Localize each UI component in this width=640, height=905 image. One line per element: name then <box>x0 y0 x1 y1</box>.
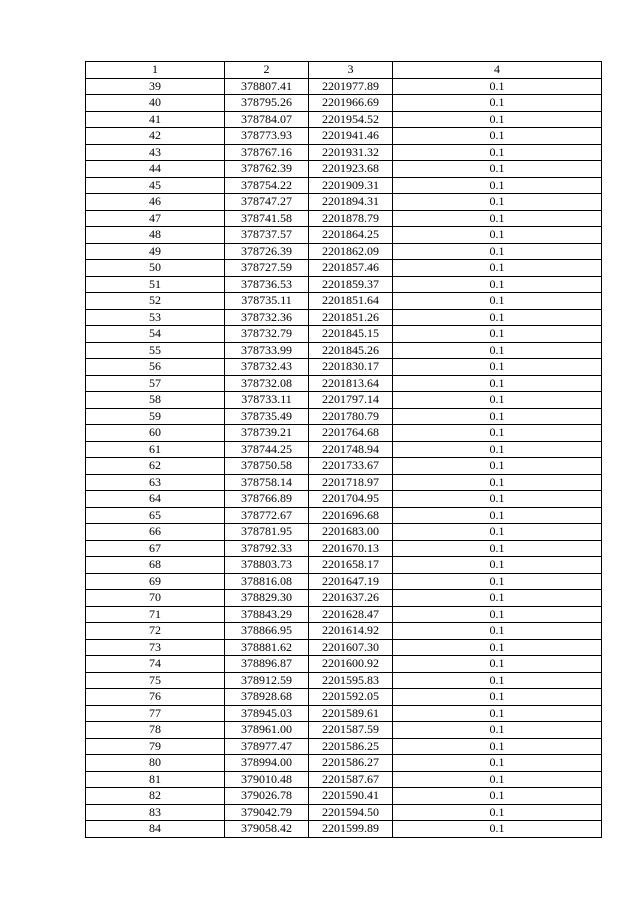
accuracy-cell: 0.1 <box>393 128 602 145</box>
y-coordinate-cell: 2201670.13 <box>309 540 393 557</box>
coordinates-table <box>85 61 602 838</box>
x-coordinate-cell: 378994.00 <box>225 755 309 772</box>
y-coordinate-cell: 2201857.46 <box>309 260 393 277</box>
x-coordinate-cell: 378816.08 <box>225 573 309 590</box>
table-row <box>86 375 602 392</box>
y-coordinate-cell: 2201845.15 <box>309 326 393 343</box>
y-coordinate-cell: 2201931.32 <box>309 144 393 161</box>
x-coordinate-cell: 378945.03 <box>225 705 309 722</box>
accuracy-cell: 0.1 <box>393 177 602 194</box>
table-row <box>86 705 602 722</box>
x-coordinate-cell: 378792.33 <box>225 540 309 557</box>
x-coordinate-cell: 378732.43 <box>225 359 309 376</box>
accuracy-cell: 0.1 <box>393 260 602 277</box>
accuracy-cell: 0.1 <box>393 689 602 706</box>
y-coordinate-cell: 2201733.67 <box>309 458 393 475</box>
accuracy-cell: 0.1 <box>393 458 602 475</box>
point-number-cell: 71 <box>86 606 225 623</box>
point-number-cell: 82 <box>86 788 225 805</box>
y-coordinate-cell: 2201845.26 <box>309 342 393 359</box>
x-coordinate-cell: 378912.59 <box>225 672 309 689</box>
x-coordinate-cell: 378762.39 <box>225 161 309 178</box>
y-coordinate-cell: 2201590.41 <box>309 788 393 805</box>
y-coordinate-cell: 2201589.61 <box>309 705 393 722</box>
table-row <box>86 210 602 227</box>
x-coordinate-cell: 378781.95 <box>225 524 309 541</box>
accuracy-cell: 0.1 <box>393 441 602 458</box>
point-number-cell: 79 <box>86 738 225 755</box>
x-coordinate-cell: 378741.58 <box>225 210 309 227</box>
point-number-cell: 62 <box>86 458 225 475</box>
y-coordinate-cell: 2201658.17 <box>309 557 393 574</box>
y-coordinate-cell: 2201813.64 <box>309 375 393 392</box>
y-coordinate-cell: 2201628.47 <box>309 606 393 623</box>
point-number-cell: 52 <box>86 293 225 310</box>
y-coordinate-cell: 2201586.25 <box>309 738 393 755</box>
table-row <box>86 161 602 178</box>
y-coordinate-cell: 2201780.79 <box>309 408 393 425</box>
table-row <box>86 177 602 194</box>
y-coordinate-cell: 2201923.68 <box>309 161 393 178</box>
y-coordinate-cell: 2201718.97 <box>309 474 393 491</box>
y-coordinate-cell: 2201859.37 <box>309 276 393 293</box>
point-number-cell: 41 <box>86 111 225 128</box>
table-row <box>86 276 602 293</box>
accuracy-cell: 0.1 <box>393 788 602 805</box>
column-header-3: 3 <box>309 62 393 79</box>
y-coordinate-cell: 2201647.19 <box>309 573 393 590</box>
point-number-cell: 63 <box>86 474 225 491</box>
point-number-cell: 49 <box>86 243 225 260</box>
x-coordinate-cell: 378928.68 <box>225 689 309 706</box>
table-row <box>86 260 602 277</box>
point-number-cell: 60 <box>86 425 225 442</box>
y-coordinate-cell: 2201830.17 <box>309 359 393 376</box>
y-coordinate-cell: 2201954.52 <box>309 111 393 128</box>
x-coordinate-cell: 378737.57 <box>225 227 309 244</box>
x-coordinate-cell: 378735.49 <box>225 408 309 425</box>
y-coordinate-cell: 2201587.59 <box>309 722 393 739</box>
y-coordinate-cell: 2201614.92 <box>309 623 393 640</box>
x-coordinate-cell: 378843.29 <box>225 606 309 623</box>
table-row <box>86 392 602 409</box>
accuracy-cell: 0.1 <box>393 738 602 755</box>
point-number-cell: 75 <box>86 672 225 689</box>
point-number-cell: 70 <box>86 590 225 607</box>
table-body <box>86 78 602 837</box>
accuracy-cell: 0.1 <box>393 342 602 359</box>
table-row <box>86 557 602 574</box>
point-number-cell: 47 <box>86 210 225 227</box>
accuracy-cell: 0.1 <box>393 755 602 772</box>
point-number-cell: 43 <box>86 144 225 161</box>
point-number-cell: 39 <box>86 78 225 95</box>
accuracy-cell: 0.1 <box>393 705 602 722</box>
y-coordinate-cell: 2201587.67 <box>309 771 393 788</box>
point-number-cell: 61 <box>86 441 225 458</box>
table-row <box>86 128 602 145</box>
point-number-cell: 54 <box>86 326 225 343</box>
column-header-1: 1 <box>86 62 225 79</box>
table-row <box>86 821 602 838</box>
table-row <box>86 590 602 607</box>
point-number-cell: 40 <box>86 95 225 112</box>
accuracy-cell: 0.1 <box>393 95 602 112</box>
x-coordinate-cell: 378784.07 <box>225 111 309 128</box>
x-coordinate-cell: 378732.08 <box>225 375 309 392</box>
point-number-cell: 72 <box>86 623 225 640</box>
point-number-cell: 83 <box>86 804 225 821</box>
point-number-cell: 51 <box>86 276 225 293</box>
x-coordinate-cell: 378750.58 <box>225 458 309 475</box>
table-row <box>86 227 602 244</box>
y-coordinate-cell: 2201977.89 <box>309 78 393 95</box>
y-coordinate-cell: 2201595.83 <box>309 672 393 689</box>
point-number-cell: 77 <box>86 705 225 722</box>
point-number-cell: 57 <box>86 375 225 392</box>
x-coordinate-cell: 378807.41 <box>225 78 309 95</box>
point-number-cell: 68 <box>86 557 225 574</box>
point-number-cell: 58 <box>86 392 225 409</box>
point-number-cell: 65 <box>86 507 225 524</box>
accuracy-cell: 0.1 <box>393 821 602 838</box>
accuracy-cell: 0.1 <box>393 408 602 425</box>
x-coordinate-cell: 378758.14 <box>225 474 309 491</box>
accuracy-cell: 0.1 <box>393 359 602 376</box>
accuracy-cell: 0.1 <box>393 425 602 442</box>
table-row <box>86 606 602 623</box>
table-row <box>86 194 602 211</box>
point-number-cell: 55 <box>86 342 225 359</box>
accuracy-cell: 0.1 <box>393 590 602 607</box>
y-coordinate-cell: 2201862.09 <box>309 243 393 260</box>
accuracy-cell: 0.1 <box>393 656 602 673</box>
table-row <box>86 804 602 821</box>
table-row <box>86 540 602 557</box>
table-row <box>86 623 602 640</box>
point-number-cell: 50 <box>86 260 225 277</box>
point-number-cell: 76 <box>86 689 225 706</box>
y-coordinate-cell: 2201764.68 <box>309 425 393 442</box>
y-coordinate-cell: 2201696.68 <box>309 507 393 524</box>
table-row <box>86 474 602 491</box>
point-number-cell: 73 <box>86 639 225 656</box>
y-coordinate-cell: 2201894.31 <box>309 194 393 211</box>
table-row <box>86 95 602 112</box>
point-number-cell: 46 <box>86 194 225 211</box>
table-row <box>86 672 602 689</box>
point-number-cell: 67 <box>86 540 225 557</box>
x-coordinate-cell: 378739.21 <box>225 425 309 442</box>
x-coordinate-cell: 378896.87 <box>225 656 309 673</box>
y-coordinate-cell: 2201797.14 <box>309 392 393 409</box>
point-number-cell: 44 <box>86 161 225 178</box>
point-number-cell: 59 <box>86 408 225 425</box>
x-coordinate-cell: 378732.79 <box>225 326 309 343</box>
table-row <box>86 755 602 772</box>
table-row <box>86 309 602 326</box>
x-coordinate-cell: 378733.11 <box>225 392 309 409</box>
y-coordinate-cell: 2201594.50 <box>309 804 393 821</box>
accuracy-cell: 0.1 <box>393 375 602 392</box>
accuracy-cell: 0.1 <box>393 78 602 95</box>
x-coordinate-cell: 378866.95 <box>225 623 309 640</box>
accuracy-cell: 0.1 <box>393 507 602 524</box>
table-row <box>86 408 602 425</box>
point-number-cell: 69 <box>86 573 225 590</box>
y-coordinate-cell: 2201878.79 <box>309 210 393 227</box>
x-coordinate-cell: 378735.11 <box>225 293 309 310</box>
point-number-cell: 53 <box>86 309 225 326</box>
x-coordinate-cell: 378977.47 <box>225 738 309 755</box>
x-coordinate-cell: 378881.62 <box>225 639 309 656</box>
table-row <box>86 491 602 508</box>
table-row <box>86 111 602 128</box>
x-coordinate-cell: 378736.53 <box>225 276 309 293</box>
table-row <box>86 326 602 343</box>
x-coordinate-cell: 378747.27 <box>225 194 309 211</box>
accuracy-cell: 0.1 <box>393 540 602 557</box>
x-coordinate-cell: 379010.48 <box>225 771 309 788</box>
accuracy-cell: 0.1 <box>393 210 602 227</box>
y-coordinate-cell: 2201592.05 <box>309 689 393 706</box>
x-coordinate-cell: 378726.39 <box>225 243 309 260</box>
y-coordinate-cell: 2201851.26 <box>309 309 393 326</box>
accuracy-cell: 0.1 <box>393 161 602 178</box>
y-coordinate-cell: 2201600.92 <box>309 656 393 673</box>
point-number-cell: 64 <box>86 491 225 508</box>
x-coordinate-cell: 379042.79 <box>225 804 309 821</box>
x-coordinate-cell: 378732.36 <box>225 309 309 326</box>
table-row <box>86 144 602 161</box>
point-number-cell: 84 <box>86 821 225 838</box>
accuracy-cell: 0.1 <box>393 771 602 788</box>
x-coordinate-cell: 378766.89 <box>225 491 309 508</box>
table-row <box>86 293 602 310</box>
accuracy-cell: 0.1 <box>393 623 602 640</box>
table-row <box>86 425 602 442</box>
point-number-cell: 80 <box>86 755 225 772</box>
table-row <box>86 524 602 541</box>
point-number-cell: 66 <box>86 524 225 541</box>
table-row <box>86 656 602 673</box>
x-coordinate-cell: 378829.30 <box>225 590 309 607</box>
table-row <box>86 722 602 739</box>
x-coordinate-cell: 378773.93 <box>225 128 309 145</box>
y-coordinate-cell: 2201909.31 <box>309 177 393 194</box>
accuracy-cell: 0.1 <box>393 722 602 739</box>
accuracy-cell: 0.1 <box>393 309 602 326</box>
x-coordinate-cell: 378772.67 <box>225 507 309 524</box>
accuracy-cell: 0.1 <box>393 293 602 310</box>
accuracy-cell: 0.1 <box>393 111 602 128</box>
x-coordinate-cell: 379026.78 <box>225 788 309 805</box>
table-row <box>86 243 602 260</box>
point-number-cell: 74 <box>86 656 225 673</box>
table-header-row <box>86 62 602 79</box>
x-coordinate-cell: 378961.00 <box>225 722 309 739</box>
table-row <box>86 78 602 95</box>
accuracy-cell: 0.1 <box>393 474 602 491</box>
point-number-cell: 42 <box>86 128 225 145</box>
y-coordinate-cell: 2201966.69 <box>309 95 393 112</box>
table-row <box>86 342 602 359</box>
table-row <box>86 639 602 656</box>
y-coordinate-cell: 2201683.00 <box>309 524 393 541</box>
column-header-2: 2 <box>225 62 309 79</box>
accuracy-cell: 0.1 <box>393 243 602 260</box>
y-coordinate-cell: 2201637.26 <box>309 590 393 607</box>
y-coordinate-cell: 2201851.64 <box>309 293 393 310</box>
point-number-cell: 81 <box>86 771 225 788</box>
accuracy-cell: 0.1 <box>393 276 602 293</box>
accuracy-cell: 0.1 <box>393 194 602 211</box>
y-coordinate-cell: 2201941.46 <box>309 128 393 145</box>
point-number-cell: 78 <box>86 722 225 739</box>
point-number-cell: 56 <box>86 359 225 376</box>
table-row <box>86 507 602 524</box>
accuracy-cell: 0.1 <box>393 573 602 590</box>
table-row <box>86 738 602 755</box>
column-header-4: 4 <box>393 62 602 79</box>
y-coordinate-cell: 2201607.30 <box>309 639 393 656</box>
y-coordinate-cell: 2201599.89 <box>309 821 393 838</box>
accuracy-cell: 0.1 <box>393 227 602 244</box>
table-row <box>86 573 602 590</box>
table-row <box>86 689 602 706</box>
y-coordinate-cell: 2201748.94 <box>309 441 393 458</box>
x-coordinate-cell: 378733.99 <box>225 342 309 359</box>
x-coordinate-cell: 378803.73 <box>225 557 309 574</box>
accuracy-cell: 0.1 <box>393 491 602 508</box>
y-coordinate-cell: 2201704.95 <box>309 491 393 508</box>
accuracy-cell: 0.1 <box>393 672 602 689</box>
table-row <box>86 458 602 475</box>
x-coordinate-cell: 378795.26 <box>225 95 309 112</box>
accuracy-cell: 0.1 <box>393 144 602 161</box>
point-number-cell: 45 <box>86 177 225 194</box>
accuracy-cell: 0.1 <box>393 606 602 623</box>
x-coordinate-cell: 378754.22 <box>225 177 309 194</box>
accuracy-cell: 0.1 <box>393 557 602 574</box>
x-coordinate-cell: 378767.16 <box>225 144 309 161</box>
accuracy-cell: 0.1 <box>393 392 602 409</box>
accuracy-cell: 0.1 <box>393 804 602 821</box>
accuracy-cell: 0.1 <box>393 326 602 343</box>
table-row <box>86 771 602 788</box>
x-coordinate-cell: 378727.59 <box>225 260 309 277</box>
table-row <box>86 788 602 805</box>
table-row <box>86 441 602 458</box>
y-coordinate-cell: 2201586.27 <box>309 755 393 772</box>
y-coordinate-cell: 2201864.25 <box>309 227 393 244</box>
x-coordinate-cell: 379058.42 <box>225 821 309 838</box>
table-row <box>86 359 602 376</box>
accuracy-cell: 0.1 <box>393 524 602 541</box>
accuracy-cell: 0.1 <box>393 639 602 656</box>
x-coordinate-cell: 378744.25 <box>225 441 309 458</box>
point-number-cell: 48 <box>86 227 225 244</box>
